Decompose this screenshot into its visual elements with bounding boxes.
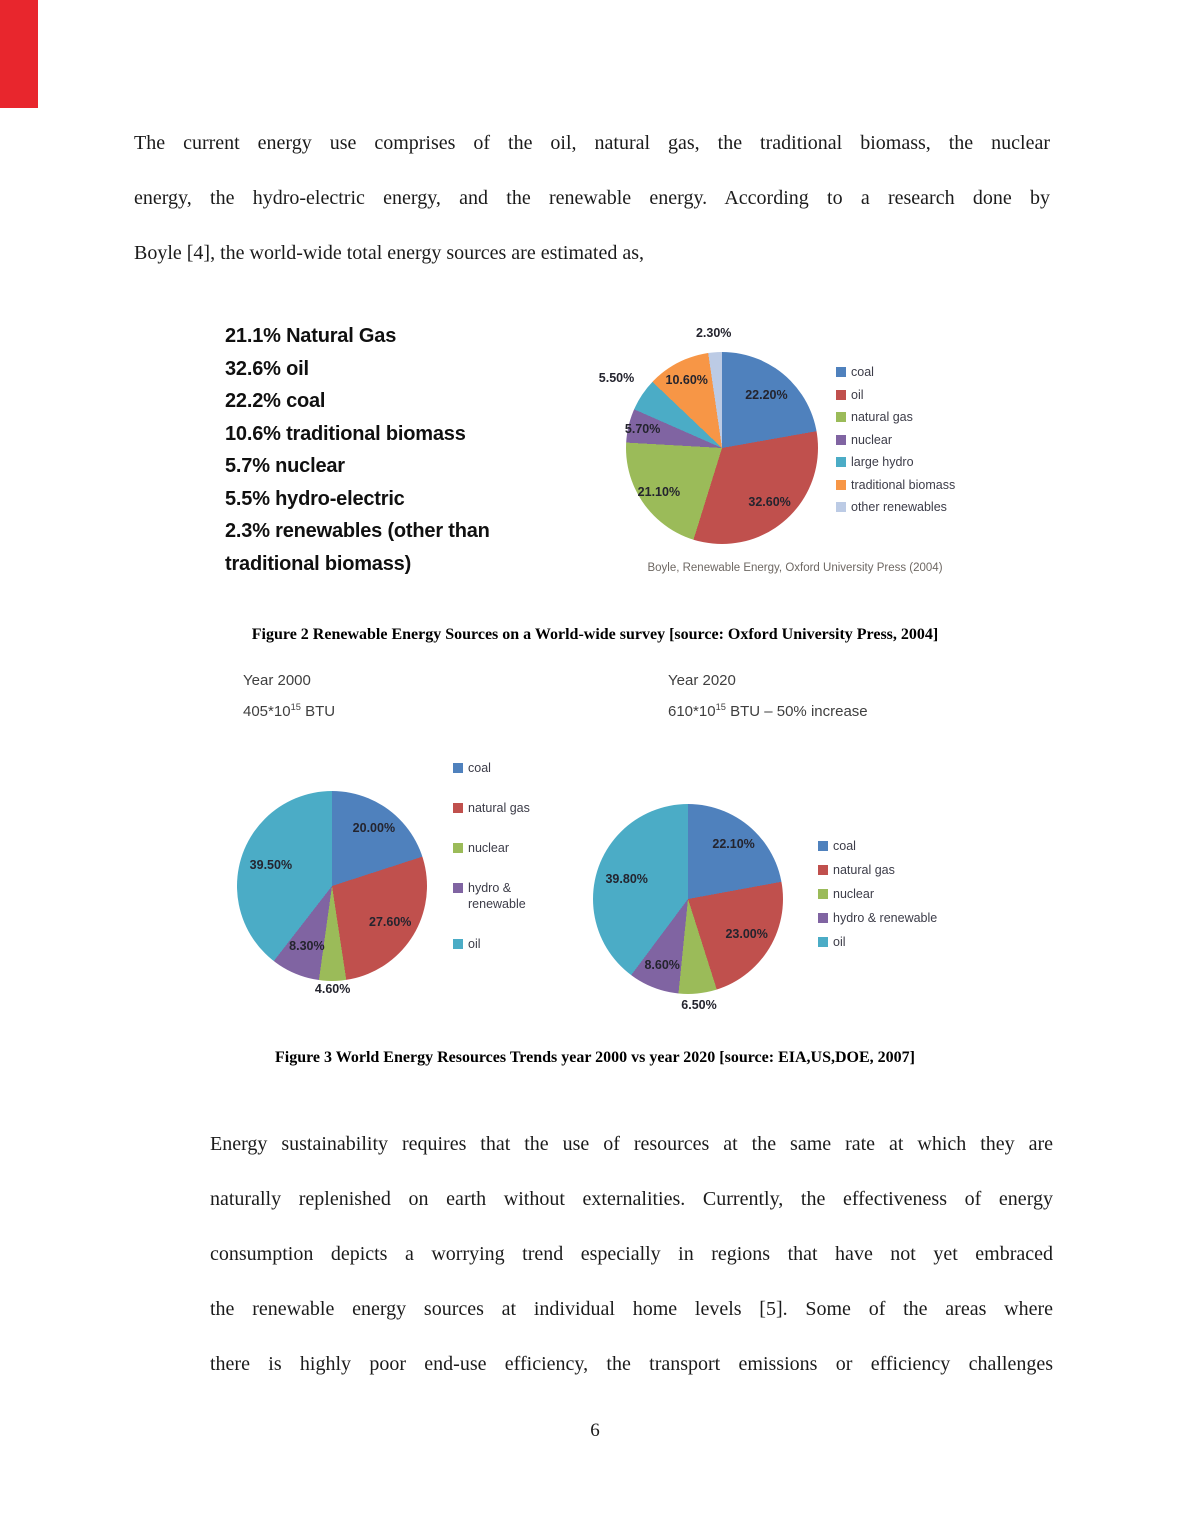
pie-slice-label: 27.60% [369,914,412,929]
figure2-legend [836,364,955,515]
legend-item [453,840,557,856]
legend-item [836,387,955,403]
legend-label: large hydro [851,455,914,469]
legend-swatch [836,390,846,400]
legend-item [818,910,937,926]
paragraph-line: Energy sustainability requires that the use of resources at the same rate at which they are [210,1133,1053,1155]
legend-swatch [836,435,846,445]
legend-swatch [453,803,463,813]
legend-label: natural gas [851,410,913,424]
paragraph-line: consumption depicts a worrying trend especially in regions that have not yet embraced [210,1243,1053,1265]
year-2020-btu: $610*10^{15}$ BTU – 50% increase [668,702,868,720]
pie-slice-label: 5.50% [598,370,635,385]
legend-label: coal [851,365,874,379]
legend-swatch [818,937,828,947]
pie-slice-label: 22.20% [745,388,788,403]
page-number: 6 [590,1420,600,1441]
intro-paragraph [134,116,1050,281]
legend-label: hydro & renewable [833,911,938,925]
legend-item [836,454,955,470]
pie-slice-label: 39.80% [605,871,648,886]
pie-slice-label: 8.60% [644,958,680,973]
legend-swatch [453,763,463,773]
energy-share-item: 2.3% renewables (other than [225,520,490,542]
legend-swatch [818,889,828,899]
legend-item [836,432,955,448]
energy-share-item: 5.7% nuclear [225,455,345,477]
legend-item [453,760,557,776]
legend-label: nuclear [851,432,892,447]
legend-swatch [836,502,846,512]
legend-label: oil [468,937,481,951]
legend-swatch [818,865,828,875]
legend-swatch [836,412,846,422]
pie-slice-label: 8.30% [289,938,325,953]
pie-slice-label: 4.60% [314,981,351,996]
legend-label: natural gas [833,863,895,877]
year-2020-title: Year 2020 [668,672,736,689]
legend-label: other renewables [851,500,947,514]
pie-slice-label: 10.60% [665,372,708,387]
legend-item [818,838,937,854]
paragraph-line: there is highly poor end-use efficiency, the transport emissions or efficiency challenges [210,1353,1053,1375]
body-paragraph [210,1117,1053,1392]
pie-slice-label: 6.50% [681,997,717,1012]
pie-slice-label: 23.00% [725,927,768,942]
figure3-year2000-legend [453,760,557,952]
figure2-pie-chart [598,326,818,544]
paragraph-line: energy, the hydro-electric energy, and the renewable energy. According to a research done by [134,187,1050,209]
energy-share-item: 5.5% hydro-electric [225,487,405,510]
energy-share-list [225,320,490,580]
energy-share-item: 21.1% Natural Gas [225,325,397,347]
legend-item [818,886,937,902]
legend-label: coal [833,839,856,853]
legend-label: coal [468,761,491,775]
paragraph-line: naturally replenished on earth without externalities. Currently, the effectiveness of energy [210,1188,1053,1210]
legend-swatch [453,939,463,949]
paragraph-line: Boyle [4], the world-wide total energy sources are estimated as, [134,242,645,264]
legend-swatch [453,843,463,853]
pie-slice-label: 5.70% [624,421,661,436]
legend-item [836,364,955,380]
legend-item [453,936,557,952]
legend-item [836,409,955,425]
figure3-caption: Figure 3 World Energy Resources Trends year 2000 vs year 2020 [source: EIA,US,DOE, 2007] [275,1049,915,1066]
energy-share-item: 10.6% traditional biomass [225,422,466,445]
legend-label: natural gas [468,801,530,815]
legend-item [836,477,955,493]
year-2000-header [243,668,335,725]
legend-label: oil [833,935,846,949]
year-2000-title: Year 2000 [243,672,311,689]
legend-item [453,880,557,912]
legend-swatch [836,367,846,377]
legend-item [818,934,937,950]
legend-swatch [453,883,463,893]
legend-item [836,499,955,515]
legend-label: hydro & renewable [468,881,526,911]
legend-swatch [836,457,846,467]
pie-slice-label: 20.00% [352,821,396,836]
red-marker-bar [0,0,38,108]
pie-slice-label: 22.10% [712,837,755,852]
figure2-source-note: Boyle, Renewable Energy, Oxford University Press (2004) [647,562,943,574]
legend-label: nuclear [468,841,509,855]
energy-share-item: traditional biomass) [225,552,412,575]
paragraph-line: the renewable energy sources at individual home levels [5]. Some of the areas where [210,1298,1053,1320]
legend-swatch [818,913,828,923]
pie-slice-label: 39.50% [249,858,293,873]
pie-slice-label: 32.60% [748,495,791,509]
energy-share-item: 32.6% oil [225,357,309,380]
legend-label: oil [851,387,864,402]
year-2020-header [668,668,868,725]
figure3-year2000-pie-chart [237,791,427,996]
figure3-year2020-pie-chart [593,804,783,1012]
legend-swatch [818,841,828,851]
paragraph-line: The current energy use comprises of the oil, natural gas, the traditional biomass, the nuclear [134,132,1050,154]
figure3-year2020-legend [818,838,937,950]
legend-item [818,862,937,878]
legend-label: traditional biomass [851,477,956,492]
legend-item [453,800,557,816]
pie-slice-label: 21.10% [637,484,681,499]
year-2000-btu: $405*10^{15}$ BTU [243,702,336,720]
legend-label: nuclear [833,887,874,901]
pie-slice-label: 2.30% [695,326,732,341]
energy-share-item: 22.2% coal [225,390,326,412]
figure2-caption: Figure 2 Renewable Energy Sources on a World-wide survey [source: Oxford University Press, 2004] [251,626,939,643]
legend-swatch [836,480,846,490]
